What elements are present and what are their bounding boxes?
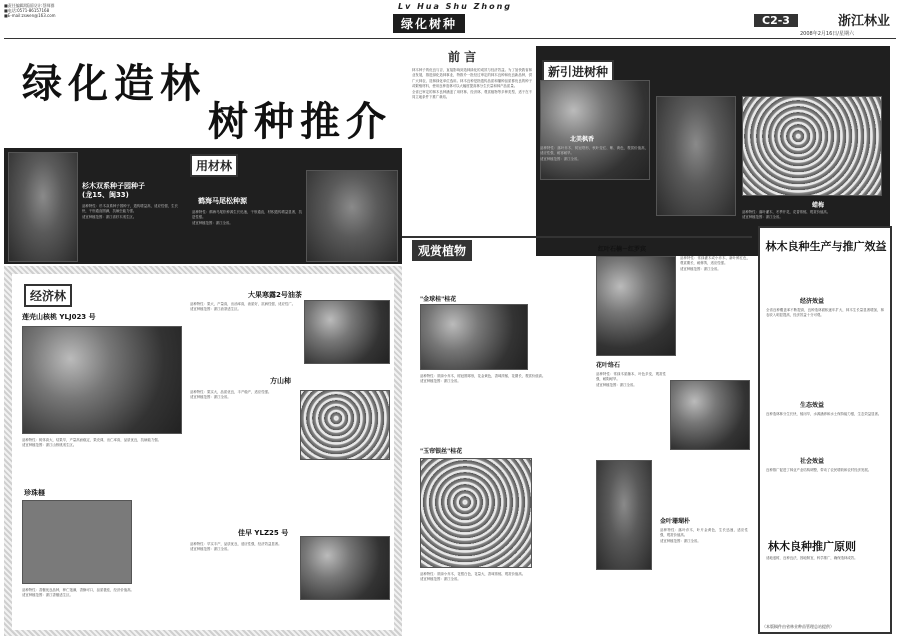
social-heading: 社会效益 xyxy=(800,458,825,465)
item-title: "玉帘银丝"桂花 xyxy=(420,448,463,455)
item-title: 莲壳山核桃 YLJ023 号 xyxy=(22,313,96,321)
preface-heading: 前 言 xyxy=(448,50,477,64)
page-code: C2-3 xyxy=(754,14,798,27)
item-body: 品种特性：早实丰产，品质优良，适应性强，经济效益显著。 适宜种植范围：浙江全省。 xyxy=(190,542,282,552)
item-body: 品种特性：落叶乔木，叶片金黄色，生长迅速，适应性强，观赏价值高。 适宜种植范围：浙江全省。 xyxy=(660,528,748,543)
item-title: 珍珠榧 xyxy=(24,489,45,497)
principle-title: 林木良种推广原则 xyxy=(768,540,856,553)
main-title-part1: 绿化造林 xyxy=(22,60,206,107)
preface-body: 林木种子的优良与否，直接影响到造林绿化的成效与经济效益。为了加快我省林业发展，推进绿化造林事业，特推介一批经过审定的林木良种和优良新品种，供广大林农、造林绿化单位选用。林木良种是指遗传品质和播种品质都优良的种子或繁殖材料，使用良种造林可以大幅度提高林分生长量和林产品质量。 全省已审定的林木良种涵盖了用材林、经济林、观赏植物等多种类型，适于在不同立地条件下推广栽培。 xyxy=(412,68,532,100)
eco-heading: 生态效益 xyxy=(800,402,825,409)
item-title: 北美枫香 xyxy=(570,136,595,143)
item-title: 花叶络石 xyxy=(596,362,621,369)
item-body: 品种特性：果实大，品质优良，丰产稳产，适应性强。 适宜种植范围：浙江全省。 xyxy=(190,390,272,400)
item-title: 杉木双系种子园种子 (龙15、闽33) xyxy=(82,182,145,199)
photo-trachelospermum xyxy=(670,380,750,450)
section-title: 绿化树种 xyxy=(393,14,465,33)
timber-tag: 用材林 xyxy=(190,154,238,177)
footer-note: （本版稿件由省林业种苗管理总站提供） xyxy=(762,624,834,629)
edition-line: ■责任编辑/版面设计:蔡师群 xyxy=(4,3,55,8)
item-body: 品种特性：香榧优良品种，种仁饱满，香酥可口，品质极佳，经济价值高。 适宜种植范围：浙江香榧适生区。 xyxy=(22,588,134,598)
item-body: 品种特性：常绿木质藤本，叶色多变，观赏性强，耐阴耐旱。 适宜种植范围：浙江全省。 xyxy=(596,372,666,387)
photo-camellia xyxy=(304,300,390,364)
social-body: 良种推广促进了林业产业结构调整，带动了农民增收和农村经济发展。 xyxy=(766,468,872,472)
main-title-part2: 树种推介 xyxy=(208,98,392,145)
photo-wintersweet xyxy=(742,96,882,196)
item-title: 鹤海马尾松种源 xyxy=(198,197,247,205)
eco-body: 良种造林林分生长快，郁闭早，水源涵养和水土保持能力强，生态效益显著。 xyxy=(766,412,882,416)
economic-heading: 经济效益 xyxy=(800,298,825,305)
section-pinyin: Lv Hua Shu Zhong xyxy=(398,2,513,11)
item-body: 品种特性：杉木双系种子园种子，遗传增益高，适应性强，生长快，干形通直圆满，抗病虫能力强。 适宜种植范围：浙江省杉木适生区。 xyxy=(82,204,178,219)
photo-red-robin xyxy=(596,256,676,356)
principle-body: 适地适树，良种良法，因地制宜，科学推广，确保造林成效。 xyxy=(766,556,858,560)
item-title: 方山柿 xyxy=(270,377,291,385)
ornamental-band xyxy=(402,236,752,238)
item-body: 品种特性：鹤海马尾松种源生长迅速，干形通直，材积遗传增益显著，抗逆性强。 适宜种植范围：浙江全省。 xyxy=(192,210,302,225)
item-title: 红叶石楠－红罗宾 xyxy=(598,246,647,253)
ornamental-tag: 观赏植物 xyxy=(412,240,472,261)
photo-cunninghamia xyxy=(8,152,78,262)
edition-line: ■E-mail:zswen@163.com xyxy=(4,13,56,18)
header-rule xyxy=(4,38,896,39)
item-body: 品种特性：落叶灌木，冬季开花，花香浓郁，观赏价值高。 适宜种植范围：浙江全省。 xyxy=(742,210,831,220)
photo-torreya xyxy=(22,500,132,584)
item-title: 蜡梅 xyxy=(812,202,825,209)
item-body: 品种特性：常绿小乔木，花银白色，花量大，香味浓郁，观赏价值高。 适宜种植范围：浙江全省。 xyxy=(420,572,526,582)
photo-osmanthus-silver xyxy=(420,458,532,568)
item-body: 品种特性：常绿小乔木，树冠圆球形，花金黄色，香味浓郁，花期长，观赏价值高。 适宜种植范围：浙江全省。 xyxy=(420,374,546,384)
item-title: "金球桂"桂花 xyxy=(420,296,457,303)
economic-body: 全省良种覆盖率不断提高，良种造林面积逐年扩大，林木生长量显著增加，林农收入明显提高，经济效益十分可观。 xyxy=(766,308,884,318)
photo-masson-pine xyxy=(306,170,398,262)
item-title: 佳早 YLZ25 号 xyxy=(238,529,289,537)
photo-hickory xyxy=(22,326,182,434)
photo-celtis xyxy=(596,460,652,570)
item-body: 品种特性：果大，产量高，出油率高，油质好，抗病性强，适应性广。 适宜种植范围：浙江油茶适生区。 xyxy=(190,302,296,312)
item-body: 品种特性：树体高大，结果早，产量高而稳定，果壳薄，出仁率高，品质优良，抗病能力强。 适宜种植范围：浙江山核桃适生区。 xyxy=(22,438,162,448)
item-title: 金叶珊瑚朴 xyxy=(660,518,691,525)
photo-chestnut xyxy=(300,536,390,600)
economic-tag: 经济林 xyxy=(24,284,72,307)
photo-osmanthus-golden xyxy=(420,304,528,370)
photo-tree xyxy=(656,96,736,216)
item-body: 品种特性：落叶乔木，树冠塔形，秋叶变红、紫、黄色，观赏价值高，适应性强，耐寒耐旱。 适宜种植范围：浙江全省。 xyxy=(540,146,648,161)
new-species-tag: 新引进树种 xyxy=(542,60,614,83)
item-body: 品种特性：常绿灌木或小乔木，新叶鲜红色，观赏期长，耐修剪，适应性强。 适宜种植范围：浙江全省。 xyxy=(680,256,750,271)
header-left-info xyxy=(4,3,124,18)
edition-line: ■电话:0571-86157168 xyxy=(4,8,50,13)
paper-name: 浙江林业 xyxy=(838,14,891,29)
date: 2008年2月16日/星期六 xyxy=(800,31,854,37)
item-title: 大果寒露2号油茶 xyxy=(248,291,302,299)
photo-persimmon xyxy=(300,390,390,460)
right-column-title: 林木良种生产与推广效益 xyxy=(765,240,887,253)
